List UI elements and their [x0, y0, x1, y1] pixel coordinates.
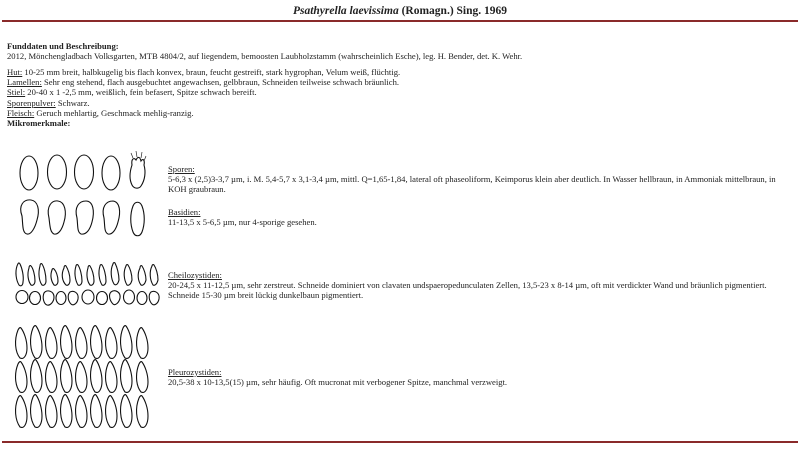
- macro-label: Stiel:: [7, 87, 26, 98]
- macro-text: Sehr eng stehend, flach ausgebuchtet angewachsen, gelbbraun, Schneiden teilweise schwach bräunlich.: [41, 77, 400, 88]
- pleuro-text: 20,5-38 x 10-13,5(15) µm, sehr häufig. Oft mucronat mit verbogener Spitze, manchmal verzweigt.: [168, 377, 508, 388]
- fund-heading: Funddaten und Beschreibung:: [7, 41, 119, 51]
- sporen-label: Sporen:: [168, 164, 195, 174]
- macro-text: Geruch mehlartig, Geschmack mehlig-ranzig.: [34, 107, 194, 118]
- macro-label: Sporenpulver:: [7, 97, 56, 108]
- species-author: (Romagn.) Sing. 1969: [401, 5, 508, 17]
- pleuro-label: Pleurozystiden:: [168, 367, 222, 377]
- basidien-label: Basidien:: [168, 207, 201, 217]
- macro-text: Schwarz.: [55, 97, 90, 108]
- cheilo-text: 20-24,5 x 11-12,5 µm, sehr zerstreut. Schneide dominiert von clavaten undspaeropedunculaten Zellen, 13,5-23 x 8-14 µm, oft mit verdickter Wand und bräunlich pigmentiert. Schneide 15-30 µm breit lückig dunkelbaun pigmentiert.: [168, 280, 767, 301]
- cheilo-label: Cheilozystiden:: [168, 270, 222, 280]
- sporen-text: 5-6,3 x (2,5)3-3,7 µm, i. M. 5,4-5,7 x 3,1-3,4 µm, mittl. Q=1,65-1,84, lateral oft phaseoliform, Keimporus klein aber deutlich. In Wasser hellbraun, in Ammoniak mittelbraun, in KOH graubraun.: [168, 174, 776, 195]
- fund-text: 2012, Mönchengladbach Volksgarten, MTB 4804/2, auf liegendem, bemoosten Laubholzstamm (wahrscheinlich Esche), leg. H. Bender, det. K. Wehr.: [7, 51, 523, 62]
- basidien-section: [168, 207, 788, 227]
- macro-text: 10-25 mm breit, halbkugelig bis flach konvex, braun, feucht gestreift, stark hygrophan, Velum weiß, flüchtig.: [22, 67, 401, 77]
- basidien-text: 11-13,5 x 5-6,5 µm, nur 4-sporige gesehen.: [168, 217, 317, 228]
- cheilo-section: [168, 270, 788, 301]
- bottom-divider: [2, 441, 798, 443]
- pleuro-row-2: [16, 360, 148, 393]
- sporen-section: [168, 164, 788, 195]
- micro-heading: Mikromerkmale:: [7, 118, 71, 129]
- macro-label: Lamellen:: [7, 77, 42, 88]
- pleuro-row-1: [16, 326, 148, 359]
- macro-label: Hut:: [7, 67, 23, 77]
- pleuro-row-3: [16, 395, 148, 428]
- species-name: Psathyrella laevissima: [292, 5, 399, 17]
- macro-label: Fleisch:: [7, 107, 35, 118]
- pleuro-section: [168, 367, 788, 387]
- macro-text: 20-40 x 1 -2,5 mm, weißlich, fein befasert, Spitze schwach bereift.: [25, 87, 257, 98]
